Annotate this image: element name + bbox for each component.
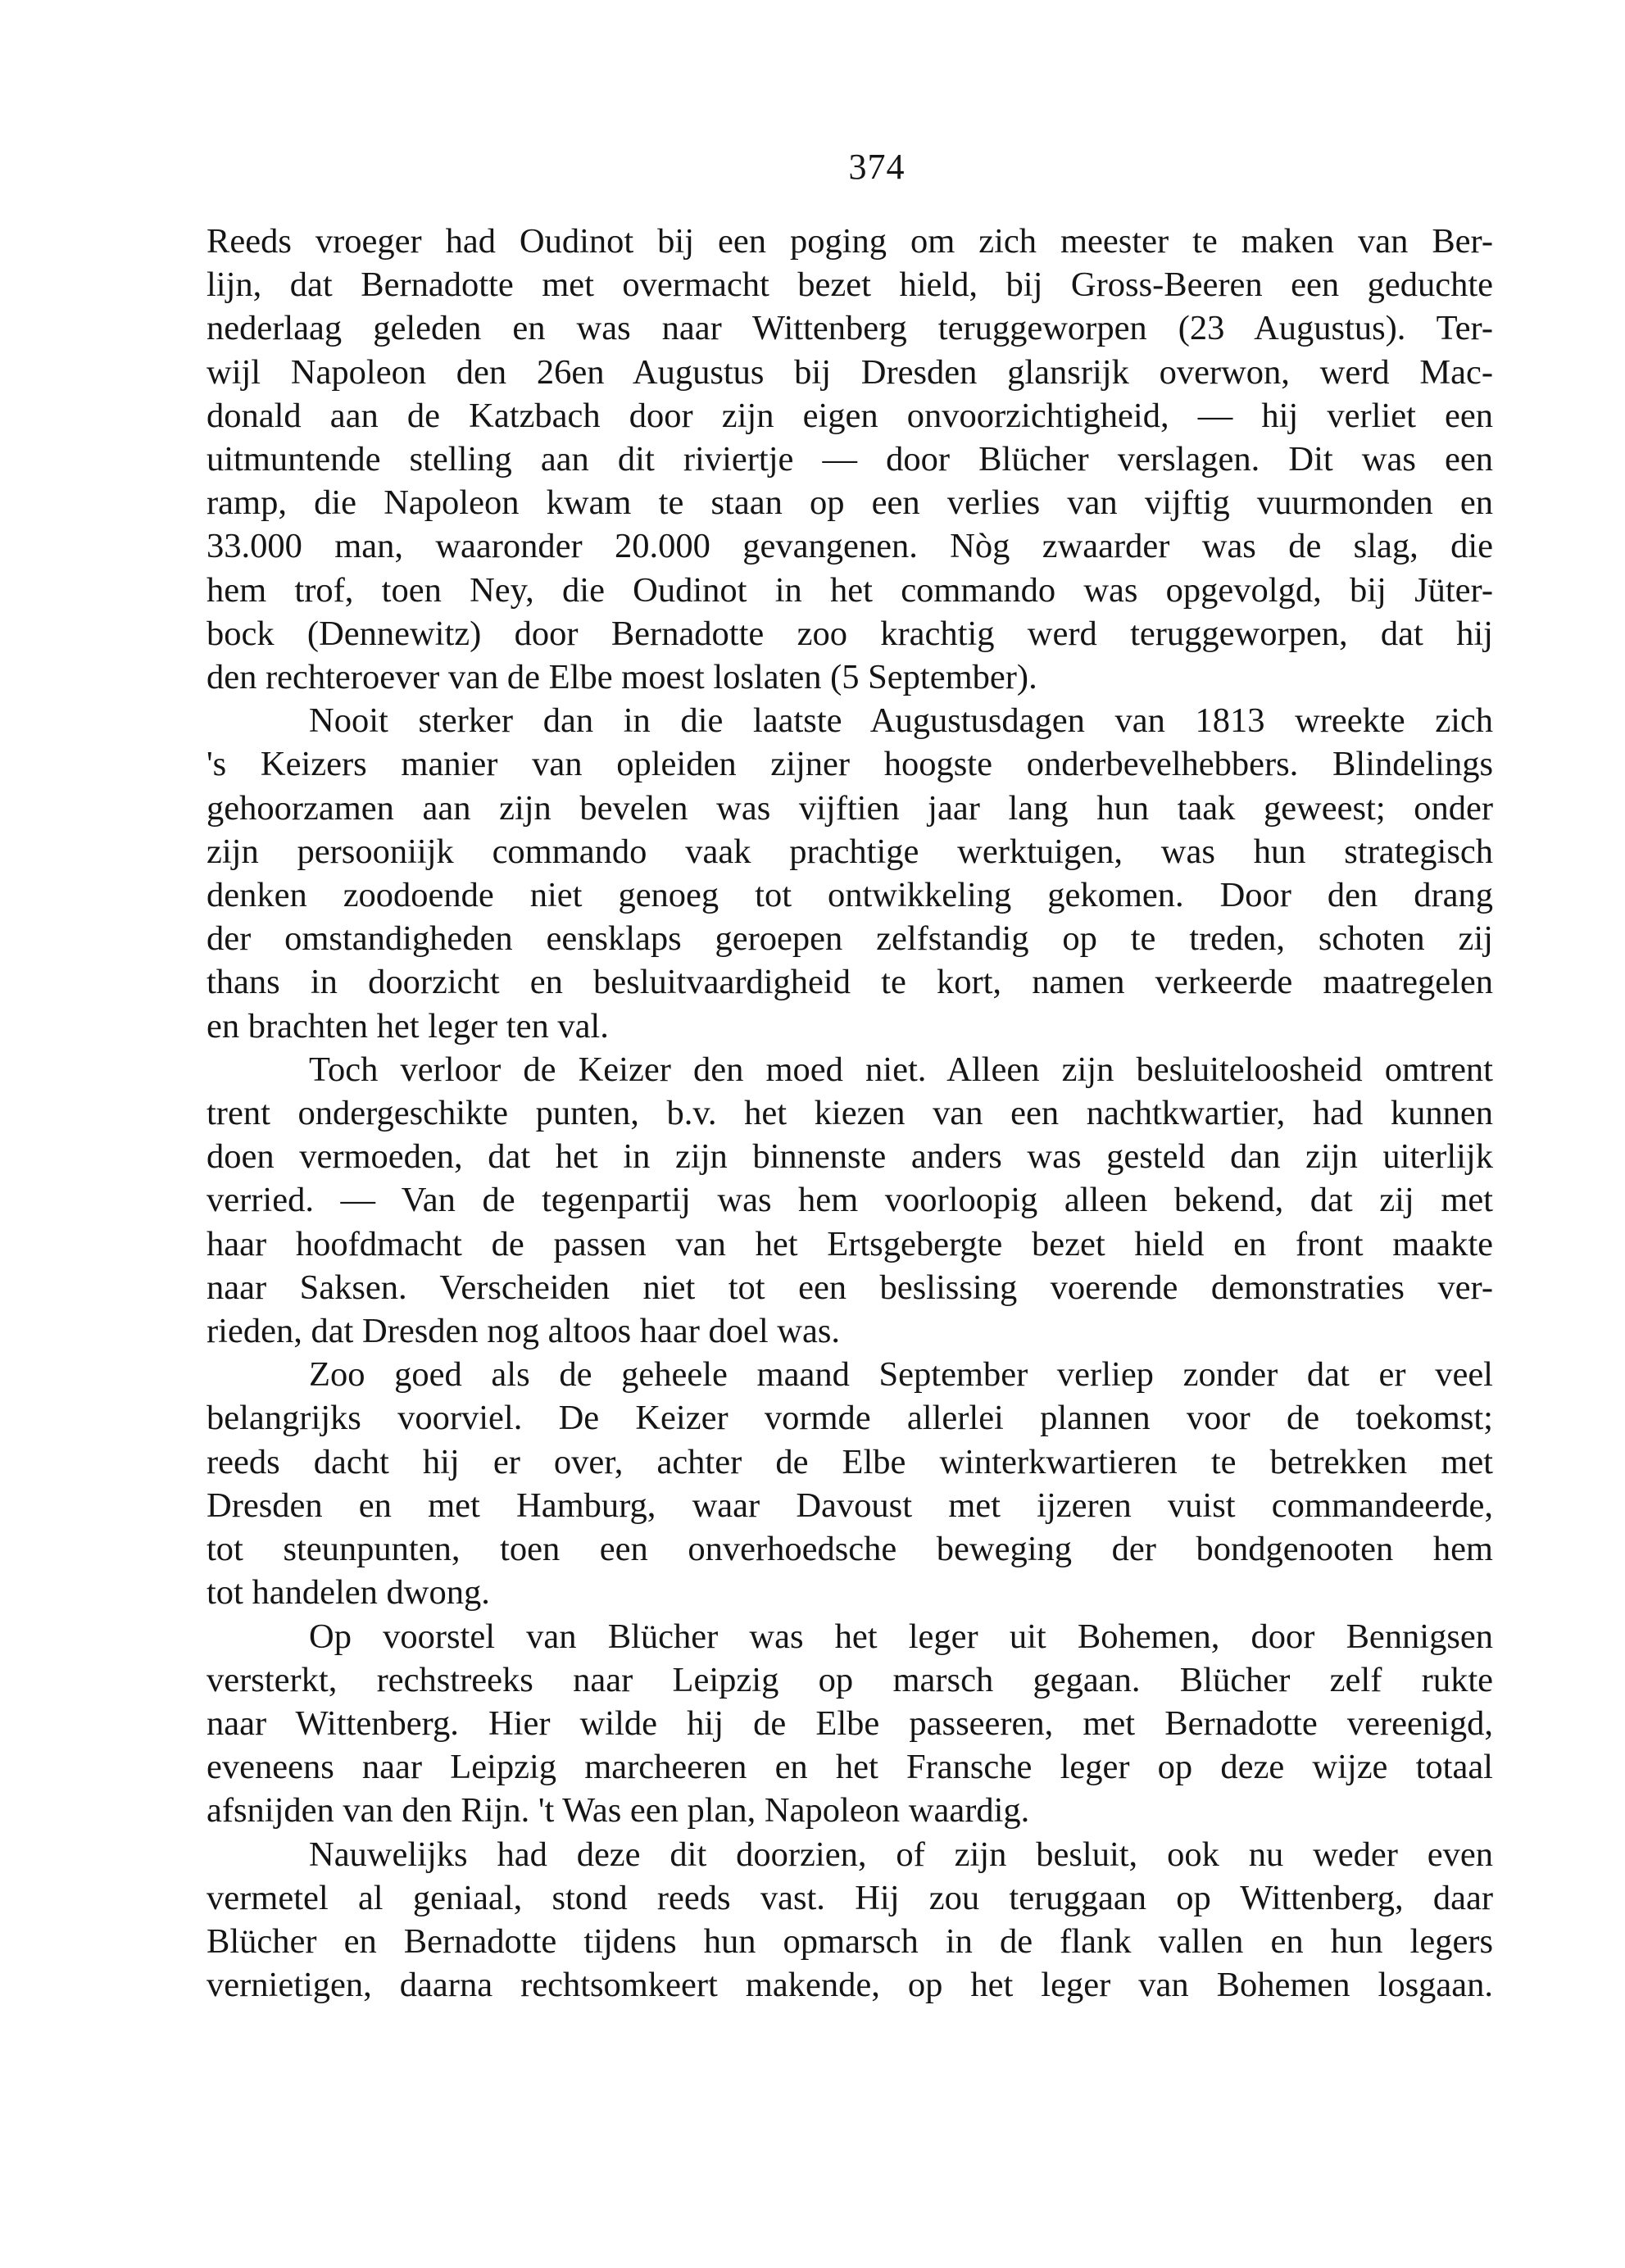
paragraph-3 <box>207 1048 1493 1353</box>
text-line: verried. — Van de tegenpartij was hem voorloopig alleen bekend, dat zij met <box>207 1181 1493 1220</box>
text-line: den rechteroever van de Elbe moest loslaten (5 September). <box>207 658 1037 697</box>
text-line: Op voorstel van Blücher was het leger uit Bohemen, door Bennigsen <box>309 1617 1493 1656</box>
text-line: trent ondergeschikte punten, b.v. het kiezen van een nachtkwartier, had kunnen <box>207 1094 1493 1133</box>
page-number: 374 <box>848 147 906 187</box>
text-line: eveneens naar Leipzig marcheeren en het Fransche leger op deze wijze totaal <box>207 1748 1493 1787</box>
text-line: ramp, die Napoleon kwam te staan op een verlies van vijftig vuurmonden en <box>207 483 1493 523</box>
text-line: Reeds vroeger had Oudinot bij een poging om zich meester te maken van Ber- <box>207 222 1493 261</box>
paragraph-2 <box>207 699 1493 1048</box>
text-line: Dresden en met Hamburg, waar Davoust met ijzeren vuist commandeerde, <box>207 1486 1493 1525</box>
text-line: uitmuntende stelling aan dit riviertje — door Blücher verslagen. Dit was een <box>207 440 1493 479</box>
text-line: wijl Napoleon den 26en Augustus bij Dresden glansrijk overwon, werd Mac- <box>207 352 1493 392</box>
text-line: naar Wittenberg. Hier wilde hij de Elbe passeeren, met Bernadotte vereenigd, <box>207 1703 1493 1743</box>
text-line: der omstandigheden eensklaps geroepen zelfstandig op te treden, schoten zij <box>207 919 1493 959</box>
paragraph-1 <box>207 220 1493 699</box>
text-line: tot steunpunten, toen een onverhoedsche beweging der bondgenooten hem <box>207 1530 1493 1569</box>
body-text <box>207 220 1493 2007</box>
text-line: Nauwelijks had deze dit doorzien, of zijn besluit, ook nu weder even <box>309 1835 1493 1874</box>
text-line: Nooit sterker dan in die laatste Augustusdagen van 1813 wreekte zich <box>309 701 1493 741</box>
paragraph-6 <box>207 1833 1493 2007</box>
text-line: 's Keizers manier van opleiden zijner hoogste onderbevelhebbers. Blindelings <box>207 745 1493 784</box>
text-line: thans in doorzicht en besluitvaardigheid te kort, namen verkeerde maatregelen <box>207 963 1493 1002</box>
text-line: denken zoodoende niet genoeg tot ontwikkeling gekomen. Door den drang <box>207 876 1493 915</box>
paragraph-5 <box>207 1615 1493 1833</box>
text-line: zijn persooniijk commando vaak prachtige werktuigen, was hun strategisch <box>207 832 1493 871</box>
text-line: doen vermoeden, dat het in zijn binnenste anders was gesteld dan zijn uiterlijk <box>207 1137 1493 1177</box>
text-line: belangrijks voorviel. De Keizer vormde allerlei plannen voor de toekomst; <box>207 1399 1493 1438</box>
text-line: tot handelen dwong. <box>207 1573 490 1613</box>
text-line: bock (Dennewitz) door Bernadotte zoo krachtig werd teruggeworpen, dat hij <box>207 614 1493 653</box>
text-line: vernietigen, daarna rechtsomkeert makende, op het leger van Bohemen losgaan. <box>207 1966 1493 2005</box>
text-line: nederlaag geleden en was naar Wittenberg teruggeworpen (23 Augustus). Ter- <box>207 309 1493 348</box>
text-line: versterkt, rechstreeks naar Leipzig op marsch gegaan. Blücher zelf rukte <box>207 1660 1493 1699</box>
text-line: donald aan de Katzbach door zijn eigen onvoorzichtigheid, — hij verliet een <box>207 396 1493 435</box>
text-line: rieden, dat Dresden nog altoos haar doel was. <box>207 1312 841 1351</box>
paragraph-4 <box>207 1353 1493 1614</box>
text-line: hem trof, toen Ney, die Oudinot in het commando was opgevolgd, bij Jüter- <box>207 570 1493 610</box>
text-line: en brachten het leger ten val. <box>207 1006 609 1046</box>
text-line: afsnijden van den Rijn. 't Was een plan, Napoleon waardig. <box>207 1791 1030 1830</box>
text-line: Toch verloor de Keizer den moed niet. Alleen zijn besluiteloosheid omtrent <box>309 1050 1493 1089</box>
text-line: lijn, dat Bernadotte met overmacht bezet hield, bij Gross-Beeren een geduchte <box>207 265 1493 305</box>
text-line: Zoo goed als de geheele maand September verliep zonder dat er veel <box>309 1355 1493 1395</box>
text-line: reeds dacht hij er over, achter de Elbe winterkwartieren te betrekken met <box>207 1442 1493 1481</box>
text-line: vermetel al geniaal, stond reeds vast. Hij zou teruggaan op Wittenberg, daar <box>207 1878 1493 1917</box>
text-line: gehoorzamen aan zijn bevelen was vijftien jaar lang hun taak geweest; onder <box>207 788 1493 828</box>
text-line: Blücher en Bernadotte tijdens hun opmarsch in de flank vallen en hun legers <box>207 1921 1493 1961</box>
text-line: haar hoofdmacht de passen van het Ertsgebergte bezet hield en front maakte <box>207 1224 1493 1263</box>
text-line: 33.000 man, waaronder 20.000 gevangenen. Nòg zwaarder was de slag, die <box>207 527 1493 566</box>
text-line: naar Saksen. Verscheiden niet tot een beslissing voerende demonstraties ver- <box>207 1268 1493 1307</box>
